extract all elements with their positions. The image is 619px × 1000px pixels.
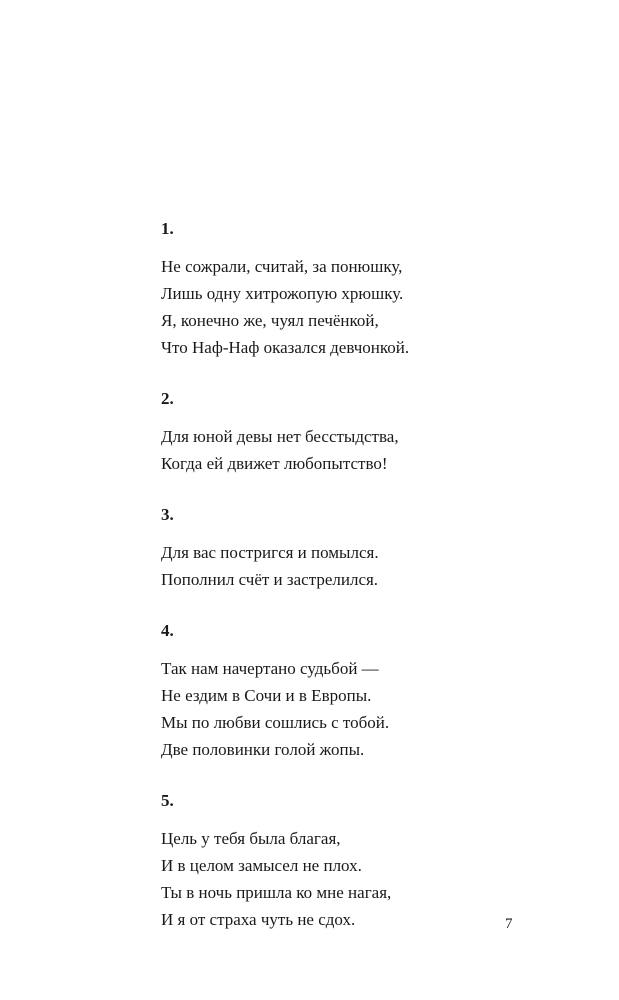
poem-lines: [161, 253, 561, 361]
poem-number: 5.: [161, 791, 174, 810]
poem-2: [161, 389, 561, 477]
poem-line: Ты в ночь пришла ко мне нагая,: [161, 883, 392, 902]
poem-line: Что Наф-Наф оказался девчонкой.: [161, 338, 410, 357]
poem-lines: [161, 423, 561, 477]
poem-line: Не сожрали, считай, за понюшку,: [161, 257, 403, 276]
poem-line: Лишь одну хитрожопую хрюшку.: [161, 284, 404, 303]
poem-line: Мы по любви сошлись с тобой.: [161, 713, 390, 732]
poem-line: Не ездим в Сочи и в Европы.: [161, 686, 372, 705]
poem-line: И в целом замысел не плох.: [161, 856, 362, 875]
poem-lines: [161, 539, 561, 593]
poem-line: Я, конечно же, чуял печёнкой,: [161, 311, 379, 330]
poem-collection: [161, 219, 561, 961]
poem-number: 1.: [161, 219, 174, 238]
poem-line: И я от страха чуть не сдох.: [161, 910, 356, 929]
poem-line: Для вас постригся и помылся.: [161, 543, 379, 562]
poem-line: Для юной девы нет бесстыдства,: [161, 427, 399, 446]
poem-line: Так нам начертано судьбой —: [161, 659, 379, 678]
poem-line: Когда ей движет любопытство!: [161, 454, 388, 473]
poem-number: 4.: [161, 621, 174, 640]
poem-4: [161, 621, 561, 763]
poem-line: Цель у тебя была благая,: [161, 829, 341, 848]
poem-5: [161, 791, 561, 933]
poem-lines: [161, 825, 561, 933]
poem-line: Пополнил счёт и застрелился.: [161, 570, 379, 589]
poem-1: [161, 219, 561, 361]
poem-3: [161, 505, 561, 593]
poem-number: 2.: [161, 389, 174, 408]
page-number: 7: [505, 916, 513, 932]
poem-line: Две половинки голой жопы.: [161, 740, 365, 759]
poem-lines: [161, 655, 561, 763]
poem-number: 3.: [161, 505, 174, 524]
